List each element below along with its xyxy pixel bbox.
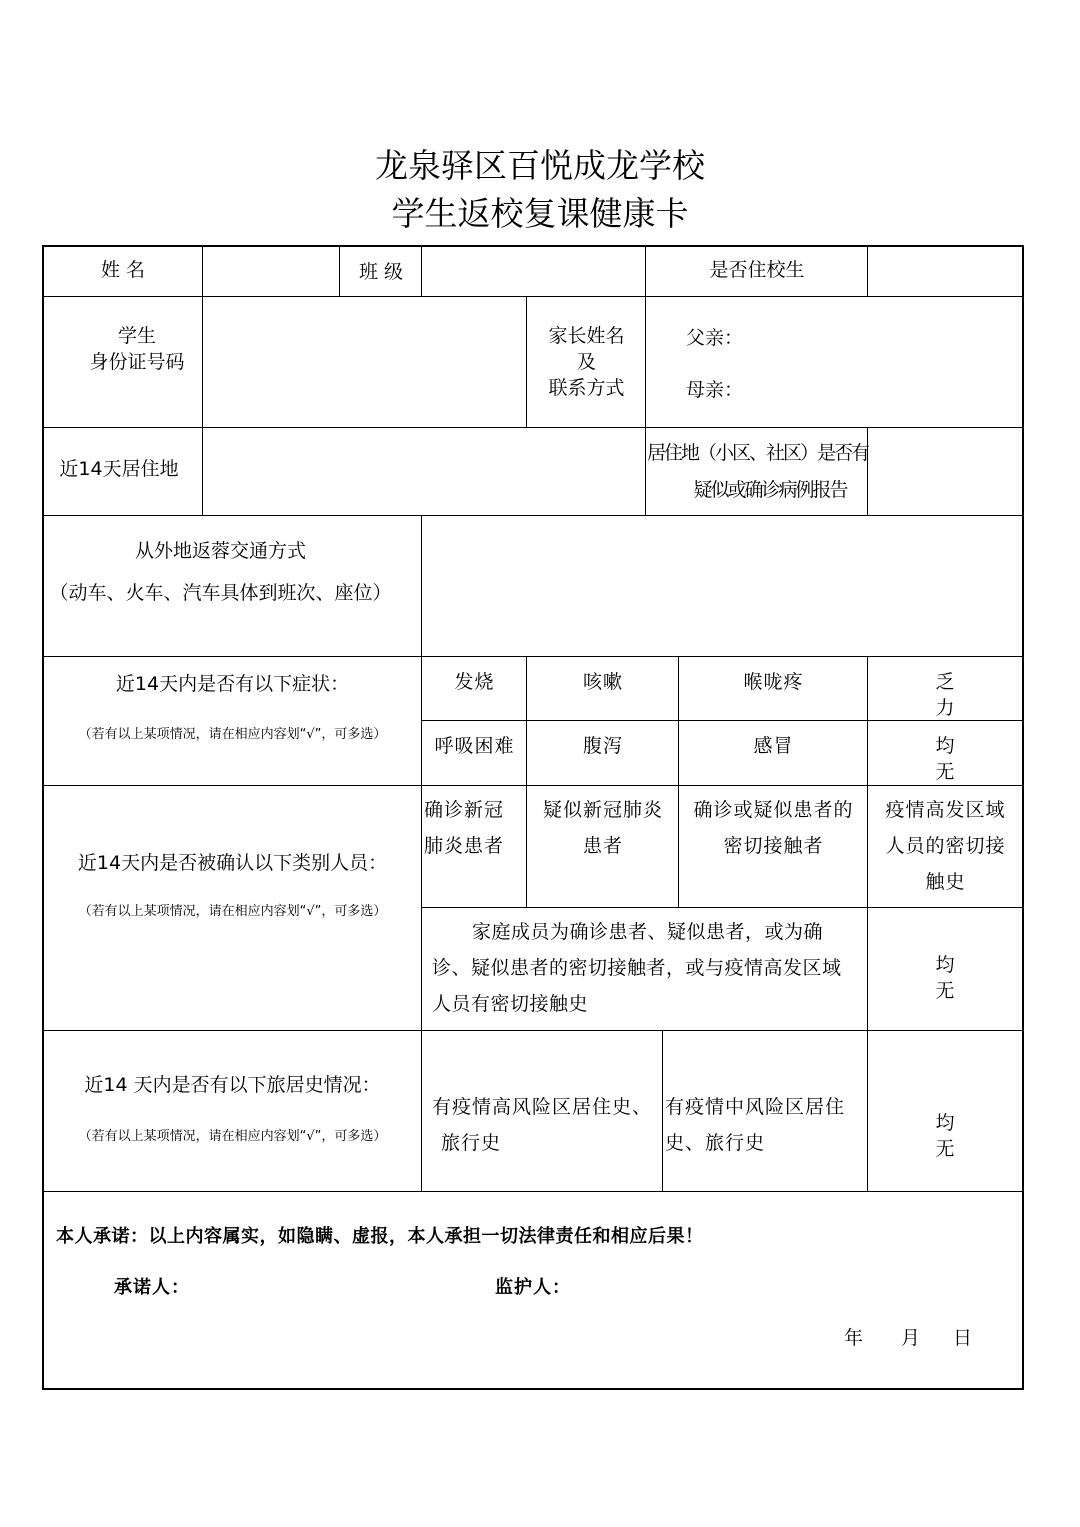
- col-divider: [678, 785, 679, 908]
- row-divider: [42, 1030, 1022, 1031]
- card-title: 学生返校复课健康卡: [391, 194, 689, 233]
- col-divider: [645, 296, 646, 428]
- contact-area-line2: 人员的密切接: [885, 835, 1006, 857]
- col-divider: [867, 785, 868, 1031]
- row-divider: [42, 785, 1022, 786]
- contact-suspected-line2: 患者: [582, 835, 623, 857]
- contact-close-line2: 密切接触者: [723, 835, 824, 857]
- contact-area-line3: 触史: [925, 871, 966, 893]
- family-contact-line2: 诊、疑似患者的密切接触者，或与疫情高发区域: [432, 957, 842, 979]
- parent-label-line2: 及: [576, 351, 596, 373]
- date-day: 日: [953, 1327, 974, 1349]
- travel-question: 近14 天内是否有以下旅居史情况：: [84, 1074, 381, 1096]
- symptom-fatigue-line1: 乏: [935, 671, 956, 693]
- contact-none-line1: 均: [935, 954, 956, 976]
- contacts-note: （若有以上某项情况，请在相应内容划“√”，可多选）: [78, 904, 387, 919]
- student-id-label-line2: 身份证号码: [89, 351, 185, 373]
- guardian-label: 监护人：: [495, 1277, 571, 1298]
- case-report-label-line2: 疑似或确诊病例报告: [693, 479, 847, 501]
- col-divider: [526, 785, 527, 908]
- family-contact-line3: 人员有密切接触史: [432, 993, 589, 1015]
- case-report-label-line1: 居住地（小区、社区）是否有: [647, 442, 869, 464]
- col-divider: [526, 296, 527, 428]
- col-divider: [867, 656, 868, 786]
- symptom-cough: 咳嗽: [582, 671, 623, 693]
- pledge-statement: 本人承诺：以上内容属实，如隐瞒、虚报，本人承担一切法律责任和相应后果！: [56, 1226, 704, 1247]
- residence-label: 近14天居住地: [59, 458, 179, 480]
- row-divider: [42, 296, 1022, 297]
- travel-note: （若有以上某项情况，请在相应内容划“√”，可多选）: [78, 1129, 387, 1144]
- col-divider: [662, 1030, 663, 1192]
- col-divider: [202, 427, 203, 516]
- date-month: 月: [901, 1327, 922, 1349]
- travel-mid-risk-line2: 史、旅行史: [665, 1132, 766, 1154]
- row-divider: [42, 515, 1022, 516]
- col-divider: [526, 656, 527, 786]
- symptom-breathing: 呼吸困难: [434, 735, 515, 757]
- col-divider: [867, 245, 868, 297]
- symptom-fever: 发烧: [454, 671, 495, 693]
- symptom-sore-throat: 喉咙疼: [743, 671, 804, 693]
- contact-area-line1: 疫情高发区域: [885, 799, 1006, 821]
- school-title: 龙泉驿区百悦成龙学校: [375, 146, 705, 185]
- col-divider: [421, 515, 422, 1192]
- parent-label-line3: 联系方式: [548, 377, 625, 399]
- boarder-label: 是否住校生: [709, 259, 805, 281]
- date-year: 年: [844, 1327, 865, 1349]
- contact-confirmed-line1: 确诊新冠: [424, 799, 505, 821]
- col-divider: [421, 245, 422, 297]
- name-label: 姓 名: [100, 259, 146, 281]
- class-label: 班 级: [358, 261, 404, 283]
- travel-mid-risk-line1: 有疫情中风险区居住: [665, 1096, 846, 1118]
- family-contact-line1: 家庭成员为确诊患者、疑似患者，或为确: [472, 921, 824, 943]
- travel-none-line1: 均: [935, 1112, 956, 1134]
- row-divider: [42, 427, 1022, 428]
- contact-confirmed-line2: 肺炎患者: [424, 835, 505, 857]
- father-label: 父亲：: [686, 327, 744, 349]
- parent-label-line1: 家长姓名: [548, 325, 625, 347]
- symptom-none-line2: 无: [935, 761, 956, 783]
- col-divider: [645, 427, 646, 516]
- contacts-question: 近14天内是否被确认以下类别人员：: [77, 852, 388, 874]
- symptom-cold: 感冒: [753, 735, 794, 757]
- student-id-label-line1: 学生: [117, 325, 156, 347]
- contact-suspected-line1: 疑似新冠肺炎: [542, 799, 663, 821]
- transport-label-line2: （动车、火车、汽车具体到班次、座位）: [49, 582, 392, 604]
- transport-label-line1: 从外地返蓉交通方式: [134, 540, 306, 562]
- travel-high-risk-line1: 有疫情高风险区居住史、: [432, 1096, 653, 1118]
- row-divider: [42, 1191, 1022, 1192]
- row-divider: [421, 907, 1022, 908]
- col-divider: [202, 245, 203, 297]
- contact-none-line2: 无: [935, 980, 956, 1002]
- symptoms-question: 近14天内是否有以下症状：: [115, 673, 350, 695]
- col-divider: [867, 1030, 868, 1192]
- col-divider: [645, 245, 646, 297]
- col-divider: [339, 245, 340, 297]
- symptom-diarrhea: 腹泻: [582, 735, 623, 757]
- symptom-none-line1: 均: [935, 735, 956, 757]
- col-divider: [678, 656, 679, 786]
- row-divider: [42, 656, 1022, 657]
- mother-label: 母亲：: [686, 379, 744, 401]
- promiser-label: 承诺人：: [114, 1277, 190, 1298]
- contact-close-line1: 确诊或疑似患者的: [693, 799, 854, 821]
- symptoms-note: （若有以上某项情况，请在相应内容划“√”，可多选）: [78, 727, 387, 742]
- travel-high-risk-line2: 旅行史: [441, 1132, 502, 1154]
- symptom-fatigue-line2: 力: [935, 697, 956, 719]
- travel-none-line2: 无: [935, 1138, 956, 1160]
